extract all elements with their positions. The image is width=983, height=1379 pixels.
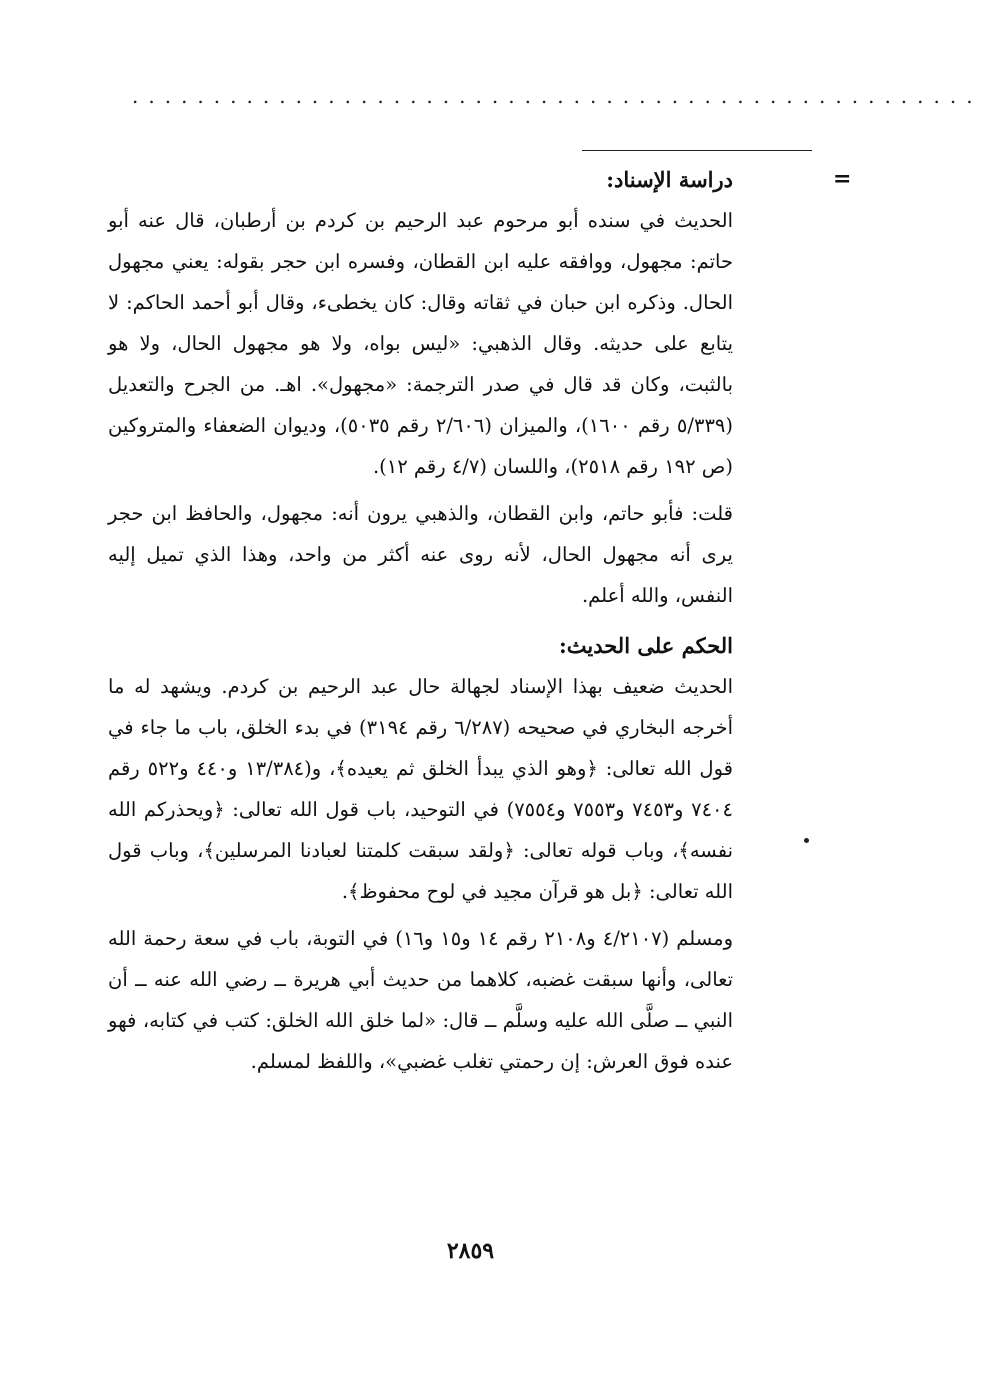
isnad-paragraph-2: قلت: فأبو حاتم، وابن القطان، والذهبي يرون أنه: مجهول، والحافظ ابن حجر يرى أنه مجهول الحال، لأنه روى عنه أكثر من واحد، وهذا الذي تميل إليه النفس، والله أعلم. bbox=[108, 502, 733, 607]
hukm-paragraph-1: الحديث ضعيف بهذا الإسناد لجهالة حال عبد الرحيم بن كردم. ويشهد له ما أخرجه البخاري في صحيحه (٦/٢٨٧ رقم ٣١٩٤) في بدء الخلق، باب ما جاء في قول الله تعالى: ﴿وهو الذي يبدأ الخلق ثم يعيده﴾، و(١٣/٣٨٤ و٤٤٠ و٥٢٢ رقم ٧٤٠٤ و٧٤٥٣ و٧٥٥٣ و٧٥٥٤) في التوحيد، باب قول الله تعالى: ﴿ويحذركم الله نفسه﴾، وباب قوله تعالى: ﴿ولقد سبقت كلمتنا لعبادنا المرسلين﴾، وباب قول الله تعالى: ﴿بل هو قرآن مجيد في لوح محفوظ﴾. bbox=[108, 675, 733, 903]
hukm-paragraph-2: ومسلم (٤/٢١٠٧ و٢١٠٨ رقم ١٤ و١٥ و١٦) في التوبة، باب في سعة رحمة الله تعالى، وأنها سبقت غضبه، كلاهما من حديث أبي هريرة ــ رضي الله عنه ــ أن النبي ــ صلَّى الله عليه وسلَّم ــ قال: «لما خلق الله الخلق: كتب في كتابه، فهو عنده فوق العرش: إن رحمتي تغلب غضبي»، واللفظ لمسلم. bbox=[108, 927, 733, 1073]
dotted-separator: .................................................... bbox=[132, 84, 983, 108]
page-body bbox=[108, 160, 733, 1086]
isnad-heading: دراسة الإسناد: bbox=[606, 167, 733, 192]
footnote-rule bbox=[582, 150, 812, 151]
hukm-heading: الحكم على الحديث: bbox=[559, 633, 733, 658]
stray-dot bbox=[804, 838, 809, 843]
page-number: ٢٨٥٩ bbox=[446, 1238, 495, 1264]
isnad-paragraph-1: الحديث في سنده أبو مرحوم عبد الرحيم بن كردم بن أرطبان، قال عنه أبو حاتم: مجهول، ووافقه عليه ابن القطان، وفسره ابن حجر بقوله: يعني مجهول الحال. وذكره ابن حبان في ثقاته وقال: كان يخطىء، وقال أبو أحمد الحاكم: لا يتابع على حديثه. وقال الذهبي: «ليس بواه، ولا هو مجهول الحال، ولا هو بالثبت، وكان قد قال في صدر الترجمة: «مجهول». اهـ. من الجرح والتعديل (٥/٣٣٩ رقم ١٦٠٠)، والميزان (٢/٦٠٦ رقم ٥٠٣٥)، وديوان الضعفاء والمتروكين (ص ١٩٢ رقم ٢٥١٨)، واللسان (٤/٧ رقم ١٢). bbox=[108, 209, 733, 478]
continuation-mark: = bbox=[833, 166, 852, 192]
